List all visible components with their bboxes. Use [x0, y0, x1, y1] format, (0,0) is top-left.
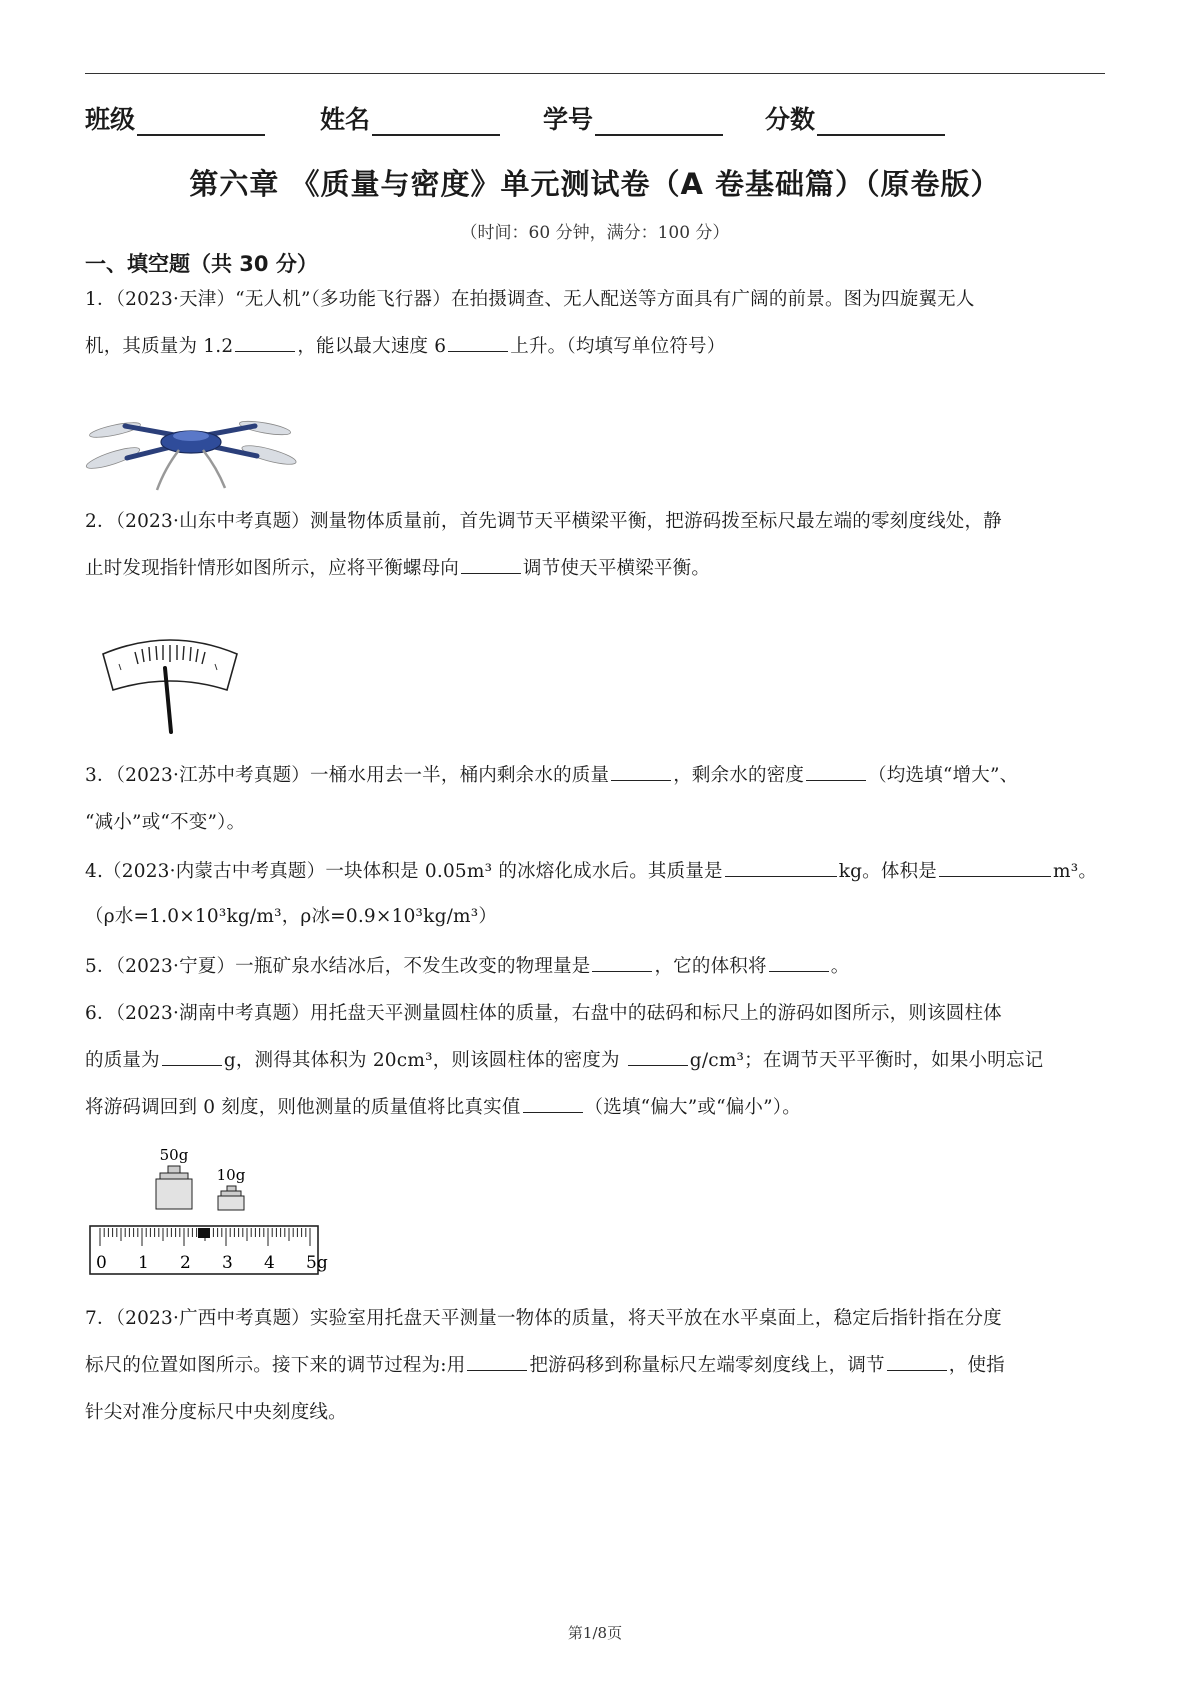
answer-blank[interactable] [806, 762, 866, 781]
weight-50g-icon [156, 1166, 192, 1209]
class-field[interactable]: 班级 [85, 100, 265, 136]
question-1: 1．（2023·天津）“无人机”（多功能飞行器）在拍摄调查、无人配送等方面具有广阔的前景。图为四旋翼无人 机，其质量为 1.2 ，能以最大速度 6 上升。（均填写单位符号） [85, 289, 975, 357]
section-heading-fill-in: 一、填空题（共 30 分） [85, 252, 318, 276]
question-5: 5．（2023·宁夏）一瓶矿泉水结冰后，不发生改变的物理量是 ，它的体积将 。 [85, 943, 1107, 990]
question-7: 7．（2023·广西中考真题）实验室用托盘天平测量一物体的质量，将天平放在水平桌面上，稳定后指针指在分度 标尺的位置如图所示。接下来的调节过程为:用 把游码移到称量标尺左端零刻度线上，调节 ，使指 针尖对准分度标尺中央刻度线。 [85, 1308, 1005, 1423]
answer-blank[interactable] [939, 858, 1051, 877]
exam-time-subtitle: （时间：60 分钟，满分：100 分） [460, 223, 730, 243]
answer-blank[interactable] [611, 762, 671, 781]
answer-blank[interactable] [628, 1047, 688, 1066]
score-field[interactable]: 分数 [765, 100, 945, 136]
question-2: 2．（2023·山东中考真题）测量物体质量前，首先调节天平横梁平衡，把游码拨至标尺最左端的零刻度线处，静 止时发现指针情形如图所示，应将平衡螺母向 调节使天平横梁平衡。 [85, 511, 1002, 579]
student-id-field[interactable]: 学号 [543, 100, 723, 136]
weight-10g-icon [218, 1186, 244, 1210]
answer-blank[interactable] [467, 1352, 527, 1371]
scale-tick-label: 5g [306, 1253, 328, 1273]
page-title: 第六章 《质量与密度》单元测试卷（A 卷基础篇）（原卷版） [189, 167, 1001, 201]
answer-blank[interactable] [235, 333, 295, 352]
pointer-scale-figure [95, 630, 245, 734]
answer-blank[interactable] [162, 1047, 222, 1066]
question-4: 4.（2023·内蒙古中考真题）一块体积是 0.05m³ 的冰熔化成水后。其质量是 kg。体积是 m³。 （ρ水=1.0×10³kg/m³，ρ冰=0.9×10³kg/m³） [85, 848, 1107, 939]
answer-blank[interactable] [448, 333, 508, 352]
weight-10g-label: 10g [216, 1166, 246, 1184]
page-number: 第1/8页 [567, 1624, 623, 1642]
rider-slider [198, 1228, 210, 1238]
drone-figure [85, 400, 297, 492]
answer-blank[interactable] [725, 858, 837, 877]
answer-blank[interactable] [769, 953, 829, 972]
student-info-header [85, 96, 1105, 140]
scale-tick-label: 4 [264, 1253, 275, 1273]
weights-rider-figure [88, 1146, 328, 1276]
answer-blank[interactable] [887, 1352, 947, 1371]
scale-tick-label: 0 [96, 1253, 107, 1273]
answer-blank[interactable] [592, 953, 652, 972]
answer-blank[interactable] [461, 555, 521, 574]
scale-tick-label: 1 [138, 1253, 149, 1273]
answer-blank[interactable] [523, 1094, 583, 1113]
question-6: 6．（2023·湖南中考真题）用托盘天平测量圆柱体的质量，右盘中的砝码和标尺上的游码如图所示，则该圆柱体 的质量为 g，测得其体积为 20cm³，则该圆柱体的密度为 g/cm³；在调节天平平衡时，如果小明忘记 将游码调回到 0 刻度，则他测量的质量值将比真实值 （选填“偏大”或“偏小”）。 [85, 1003, 1044, 1118]
question-3: 3．（2023·江苏中考真题）一桶水用去一半，桶内剩余水的质量 ，剩余水的密度 （均选填“增大”、 “减小”或“不变”）。 [85, 752, 1107, 846]
weight-50g-label: 50g [159, 1146, 189, 1164]
scale-tick-label: 2 [180, 1253, 191, 1273]
top-rule [85, 73, 1105, 74]
scale-tick-label: 3 [222, 1253, 233, 1273]
name-field[interactable]: 姓名 [320, 100, 500, 136]
